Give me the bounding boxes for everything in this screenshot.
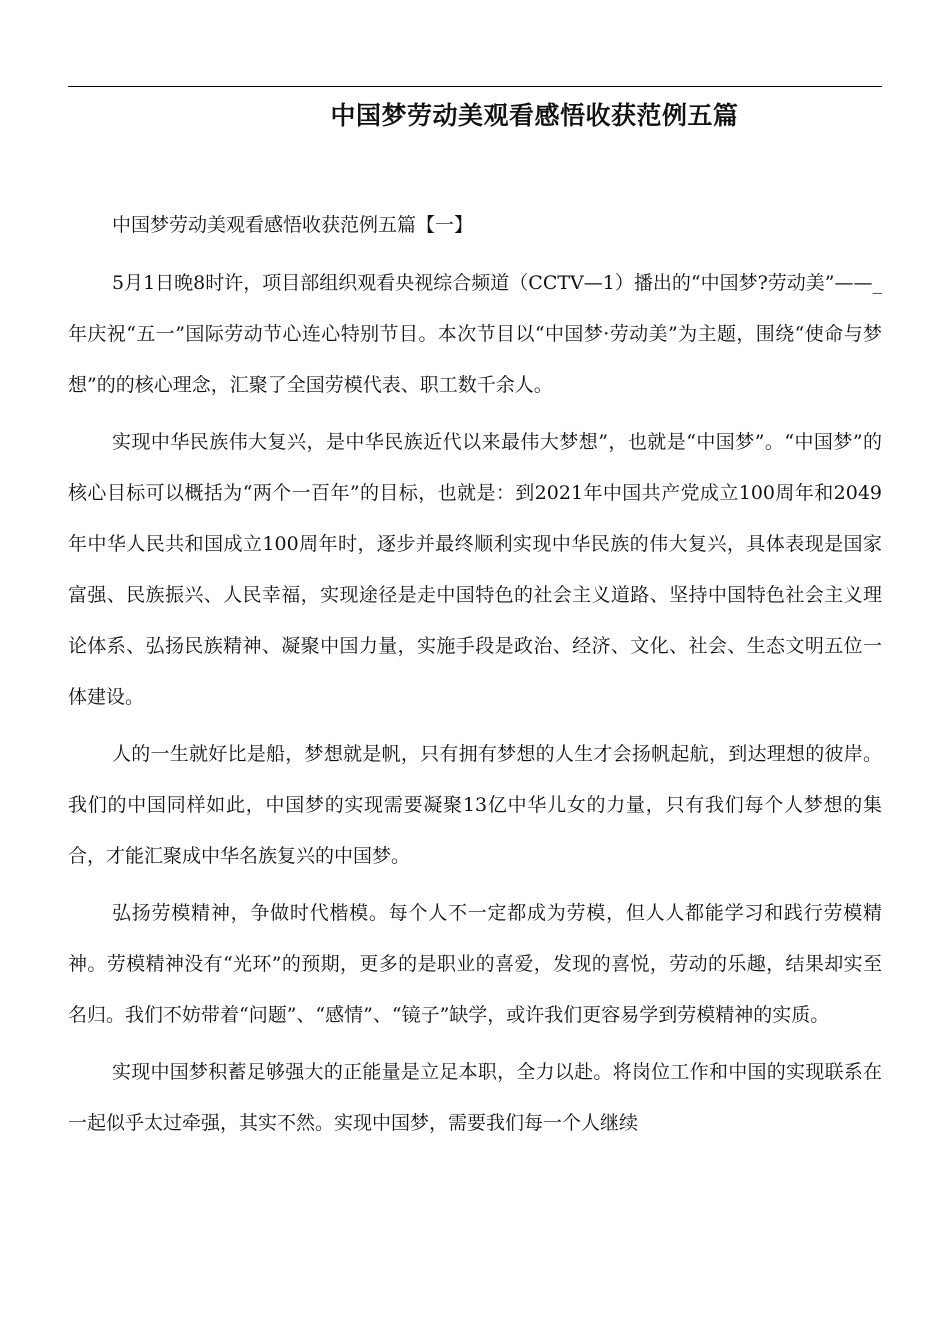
paragraph-4: 弘扬劳模精神，争做时代楷模。每个人不一定都成为劳模，但人人都能学习和践行劳模精神。劳模精神没有“光环”的预期，更多的是职业的喜爱，发现的喜悦，劳动的乐趣，结果却实至名归。我们不妨带着“问题”、“感情”、“镜子”缺学，或许我们更容易学到劳模精神的实质。 <box>68 902 882 1026</box>
header-rule <box>68 86 882 87</box>
paragraph-2: 实现中华民族伟大复兴，是中华民族近代以来最伟大梦想”，也就是“中国梦”。“中国梦”的核心目标可以概括为“两个一百年”的目标，也就是：到2021年中国共产党成立100周年和2049年中华人民共和国成立100周年时，逐步并最终顺利实现中华民族的伟大复兴，具体表现是国家富强、民族振兴、人民幸福，实现途径是走中国特色的社会主义道路、坚持中国特色社会主义理论体系、弘扬民族精神、凝聚中国力量，实施手段是政治、经济、文化、社会、生态文明五位一体建设。 <box>68 431 882 708</box>
document-title: 中国梦劳动美观看感悟收获范例五篇 <box>330 101 739 130</box>
paragraph-3: 人的一生就好比是船，梦想就是帆，只有拥有梦想的人生才会扬帆起航，到达理想的彼岸。我们的中国同样如此，中国梦的实现需要凝聚13亿中华儿女的力量，只有我们每个人梦想的集合，才能汇聚成中华名族复兴的中国梦。 <box>68 743 882 867</box>
paragraph-1: 5月1日晚8时许，项目部组织观看央视综合频道（CCTV—1）播出的“中国梦?劳动美”——_年庆祝“五一”国际劳动节心连心特别节目。本次节目以“中国梦·劳动美”为主题，围绕“使命与梦想”的的核心理念，汇聚了全国劳模代表、职工数千余人。 <box>68 272 882 396</box>
section-heading: 中国梦劳动美观看感悟收获范例五篇【一】 <box>112 214 474 236</box>
paragraph-5: 实现中国梦积蓄足够强大的正能量是立足本职，全力以赴。将岗位工作和中国的实现联系在一起似乎太过牵强，其实不然。实现中国梦，需要我们每一个人继续 <box>68 1061 882 1134</box>
document-body <box>68 206 882 1149</box>
